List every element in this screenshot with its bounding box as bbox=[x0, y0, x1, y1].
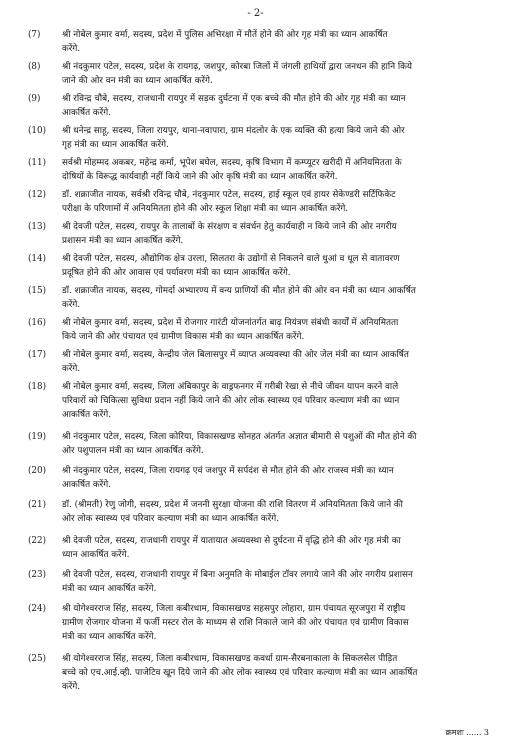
item-text: श्री नोबेल कुमार वर्मा, सदस्य, केन्द्रीय जेल बिलासपुर में व्याप्त अव्यवस्था की ओर जेल मंत्री का ध्यान आकर्षित करेंगे. bbox=[62, 350, 409, 374]
item-text: श्री नोबेल कुमार वर्मा, सदस्य, प्रदेश में रोजगार गारंटी योजनांतर्गत बाढ़ नियंत्रण संबंधी कार्यों में अनियमितता किये जाने की ओर पंचायत एवं ग्रामीण विकास मंत्री का ध्यान आकर्षित करेंगे. bbox=[62, 318, 399, 342]
item-number: (15) bbox=[28, 286, 47, 296]
item-number: (20) bbox=[28, 466, 47, 476]
item-text: श्री नोबेल कुमार वर्मा, सदस्य, प्रदेश में पुलिस अभिरक्षा में मौतें होने की ओर गृह मंत्री का ध्यान आकर्षित करेंगे. bbox=[62, 30, 388, 54]
item-text: श्री नोबेल कुमार वर्मा, सदस्य, जिला अंबिकापुर के वाड्रफनगर में गरीबी रेखा से नीचे जीवन यापन करने वाले परिवारों को चिकित्सा सुविधा प्रदान नहीं किये जाने की ओर लोक स्वास्थ्य एवं परिवार कल्याण मंत्री का ध्यान आकर्षित करेंगे. bbox=[62, 382, 400, 420]
item-text: श्री देवजी पटेल, सदस्य, औद्योगिक क्षेत्र उरला, सिलतरा के उद्योगों से निकलने वाले धुआं व धूल से वातावरण प्रदूषित होने की ओर आवास एवं पर्यावरण मंत्री का ध्यान आकर्षित करेंगे. bbox=[62, 254, 400, 278]
item-text: श्री देवजी पटेल, सदस्य, रायपुर के तालाबों के संरक्षण व संवर्धन हेतु कार्यवाही न किये जाने की ओर नगरीय प्रशासन मंत्री का ध्यान आकर्षित करेंगे. bbox=[62, 222, 397, 246]
item-text: डॉ. शक्राजीत नायक, सदस्य, गोमर्दा अभ्यारण्य में वन्य प्राणियों की मौत होने की ओर वन मंत्री का ध्यान आकर्षित करेंगे. bbox=[62, 286, 416, 310]
item-number: (16) bbox=[28, 318, 47, 328]
item-number: (13) bbox=[28, 222, 47, 232]
item-number: (19) bbox=[28, 432, 47, 442]
item-text: श्री रविन्द्र चौबे, सदस्य, राजधानी रायपुर में सड़क दुर्घटना में एक बच्चे की मौत होने की ओर गृह मंत्री का ध्यान आकर्षित करेंगे. bbox=[62, 94, 406, 118]
item-number: (17) bbox=[28, 350, 47, 360]
item-text: श्री योगेश्वरराज सिंह, सदस्य, जिला कबीरधाम, विकासखण्ड सहसपुर लोहारा, ग्राम पंचायत सूरजपुरा में राष्ट्रीय ग्रामीण रोजगार योजना में फर्जी मस्टर रोल के माध्यम से राशि निकाले जाने की ओर पंचायत एवं ग्रामीण विकास मंत्री का ध्यान आकर्षित करेंगे. bbox=[62, 604, 409, 642]
continuation-note: क्रमशः ...... 3 bbox=[445, 728, 489, 737]
item-text: श्री योगेश्वरराज सिंह, सदस्य, जिला कबीरधाम, विकासखण्ड कवर्धा ग्राम-सैरबनाकाला के सिकलसेल पीड़ित बच्चे को एच.आई.व्ही. पाजेटिव खून दिये जाने की ओर लोक स्वास्थ्य एवं परिवार कल्याण मंत्री का ध्यान आकर्षित करेंगे. bbox=[62, 654, 418, 692]
item-text: डॉ. शक्राजीत नायक, सर्वश्री रविन्द्र चौबे, नंदकुमार पटेल, सदस्य, हाई स्कूल एवं हायर सेकेण्डरी सर्टिफिकेट परीक्षा के परिणामों में अनियमितता होने की ओर स्कूल शिक्षा मंत्री का ध्यान आकर्षित करेंगे. bbox=[62, 190, 396, 214]
item-text: डॉ. (श्रीमती) रेणु जोगी, सदस्य, प्रदेश में जननी सुरक्षा योजना की राशि वितरण में अनियमितता किये जाने की ओर लोक स्वास्थ्य एवं परिवार कल्याण मंत्री का ध्यान आकर्षित करेंगे. bbox=[62, 500, 403, 524]
item-text: श्री देवजी पटेल, सदस्य, राजधानी रायपुर में यातायात अव्यवस्था से दुर्घटना में वृद्धि होने की ओर गृह मंत्री का ध्यान आकर्षित करेंगे. bbox=[62, 536, 401, 560]
item-text: श्री नंदकुमार पटेल, सदस्य, जिला कोरिया, विकासखण्ड सोनहत अंतर्गत अज्ञात बीमारी से पशुओं की मौत होने की ओर पशुपालन मंत्री का ध्यान आकर्षित करेंगे. bbox=[62, 432, 417, 456]
item-number: (22) bbox=[28, 536, 47, 546]
item-number: (11) bbox=[28, 158, 47, 168]
item-number: (10) bbox=[28, 126, 47, 136]
item-number: (25) bbox=[28, 654, 47, 664]
item-number: (18) bbox=[28, 382, 47, 392]
item-number: (14) bbox=[28, 254, 47, 264]
item-number: (9) bbox=[28, 94, 41, 104]
item-number: (24) bbox=[28, 604, 47, 614]
item-text: श्री नंदकुमार पटेल, सदस्य, जिला रायगढ़ एवं जशपुर में सर्पदंश से मौत होने की ओर राजस्व मंत्री का ध्यान आकर्षित करेंगे. bbox=[62, 466, 394, 490]
item-text: श्री नंदकुमार पटेल, सदस्य, प्रदेश के रायगढ़, जशपुर, कोरबा जिलों में जंगली हाथियों द्वारा जनधन की हानि किये जाने की ओर वन मंत्री का ध्यान आकर्षित करेंगे. bbox=[62, 62, 413, 86]
item-number: (8) bbox=[28, 62, 41, 72]
item-text: श्री धनेन्द्र साहू, सदस्य, जिला रायपुर, थाना-नवापारा, ग्राम मंदलोर के एक व्यक्ति की हत्या किये जाने की ओर गृह मंत्री का ध्यान आकर्षित करेंगे. bbox=[62, 126, 405, 150]
item-number: (21) bbox=[28, 500, 47, 510]
item-text: सर्वश्री मोहम्मद अकबर, महेन्द्र कर्मा, भूपेश बघेल, सदस्य, कृषि विभाग में कम्प्यूटर खरीदी में अनियमितता के दोषियों के विरूद्ध कार्यवाही नहीं किये जाने की ओर कृषि मंत्री का ध्यान आकर्षित करेंगे. bbox=[62, 158, 402, 182]
item-number: (12) bbox=[28, 190, 47, 200]
item-text: श्री देवजी पटेल, सदस्य, राजधानी रायपुर में बिना अनुमति के मोबाईल टॉवर लगाये जाने की ओर नगरीय प्रशासन मंत्री का ध्यान आकर्षित करेंगे. bbox=[62, 570, 413, 594]
page-number: - 2- bbox=[247, 8, 264, 19]
item-number: (7) bbox=[28, 30, 41, 40]
item-number: (23) bbox=[28, 570, 47, 580]
